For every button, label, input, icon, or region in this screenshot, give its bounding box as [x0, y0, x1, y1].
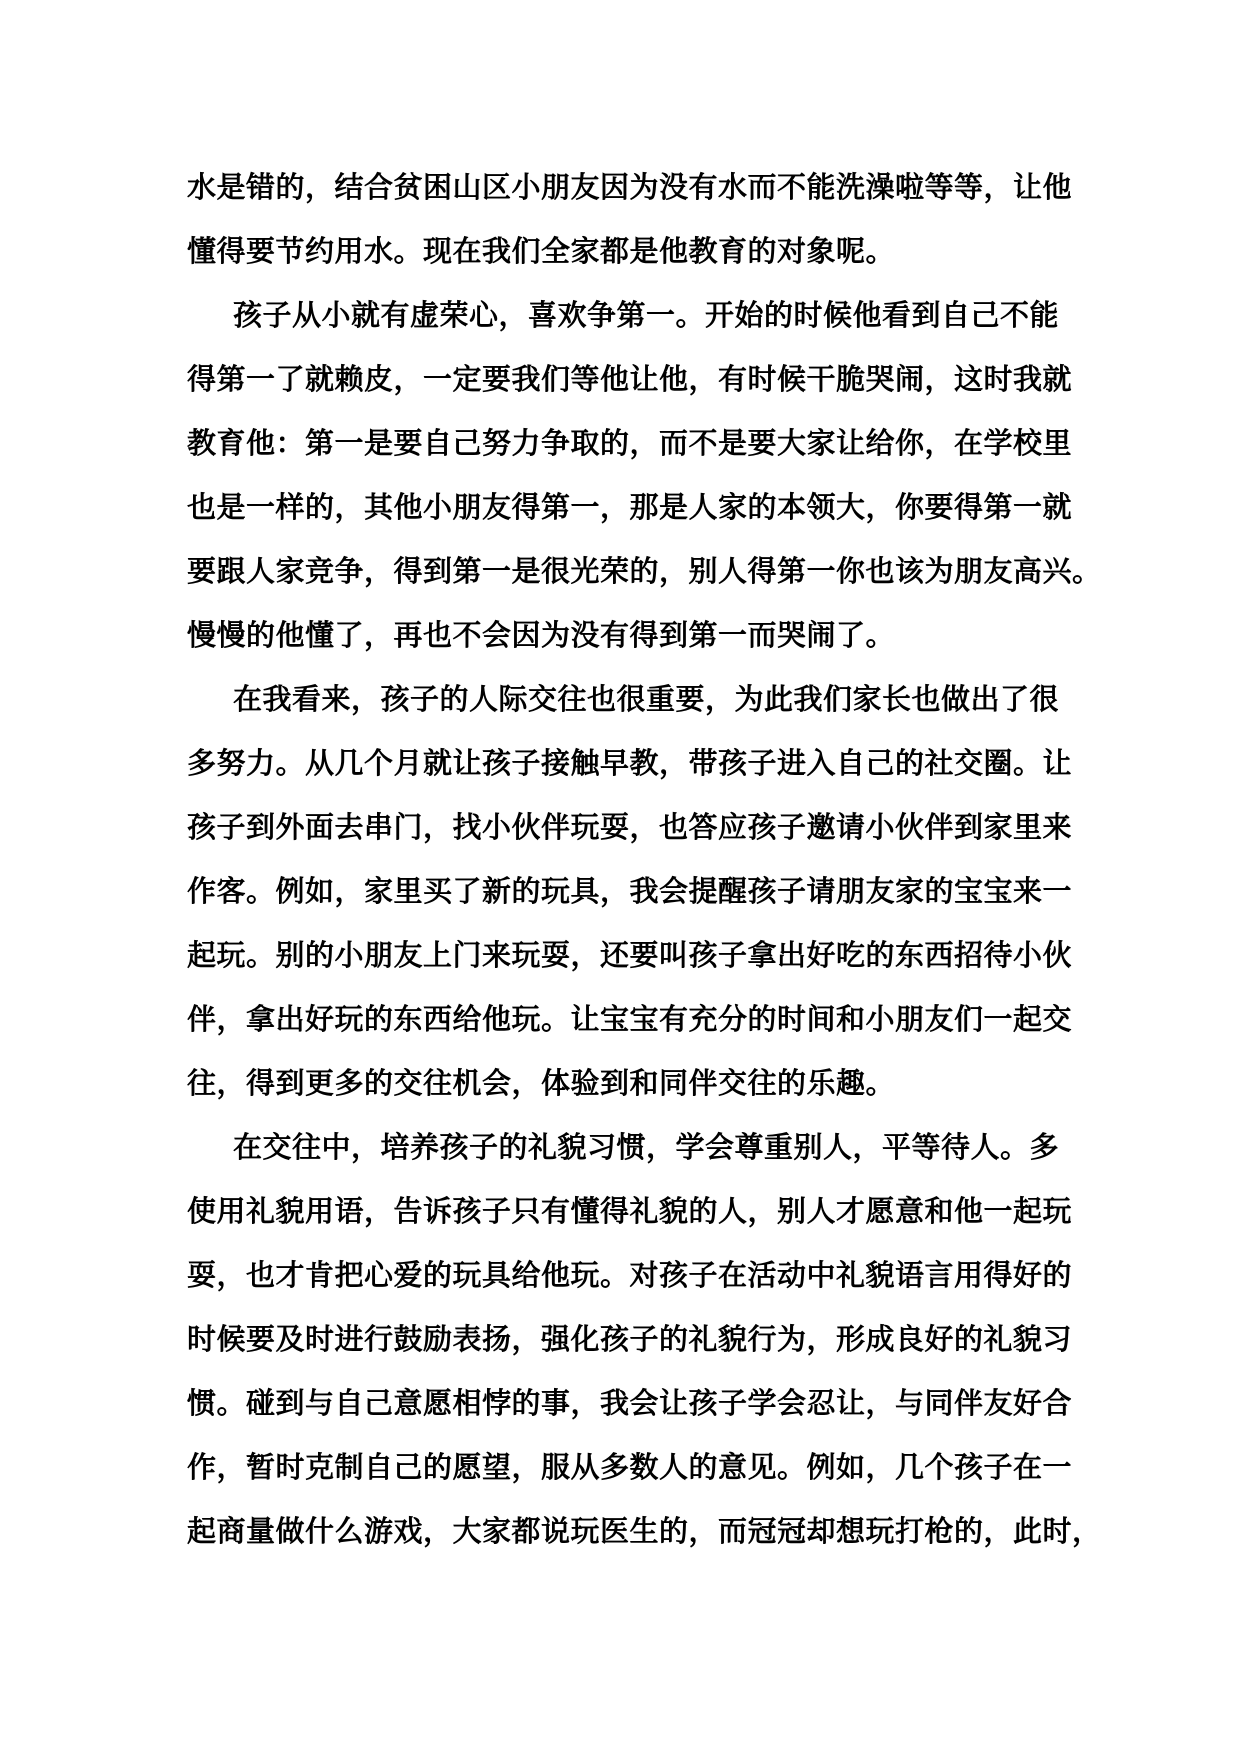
- text-line-15: 往，得到更多的交往机会，体验到和同伴交往的乐趣。: [187, 1066, 896, 1100]
- text-line-3: 孩子从小就有虚荣心，喜欢争第一。开始的时候他看到自己不能: [233, 298, 1060, 332]
- text-line-17: 使用礼貌用语，告诉孩子只有懂得礼貌的人，别人才愿意和他一起玩: [187, 1194, 1073, 1228]
- text-line-22: 起商量做什么游戏，大家都说玩医生的，而冠冠却想玩打枪的，此时，: [187, 1514, 1102, 1548]
- body-text: [187, 155, 1102, 1563]
- text-line-6: 也是一样的，其他小朋友得第一，那是人家的本领大，你要得第一就: [187, 490, 1073, 524]
- text-line-8: 慢慢的他懂了，再也不会因为没有得到第一而哭闹了。: [187, 618, 896, 652]
- text-line-9: 在我看来，孩子的人际交往也很重要，为此我们家长也做出了很: [233, 682, 1060, 716]
- text-line-4: 得第一了就赖皮，一定要我们等他让他，有时候干脆哭闹，这时我就: [187, 362, 1073, 396]
- text-line-7: 要跟人家竞争，得到第一是很光荣的，别人得第一你也该为朋友高兴。: [187, 554, 1102, 588]
- text-line-1: 水是错的，结合贫困山区小朋友因为没有水而不能洗澡啦等等，让他: [187, 170, 1073, 204]
- text-line-11: 孩子到外面去串门，找小伙伴玩耍，也答应孩子邀请小伙伴到家里来: [187, 810, 1073, 844]
- text-line-20: 惯。碰到与自己意愿相悖的事，我会让孩子学会忍让，与同伴友好合: [187, 1386, 1073, 1420]
- text-line-21: 作，暂时克制自己的愿望，服从多数人的意见。例如，几个孩子在一: [187, 1450, 1073, 1484]
- text-line-14: 伴，拿出好玩的东西给他玩。让宝宝有充分的时间和小朋友们一起交: [187, 1002, 1073, 1036]
- text-line-16: 在交往中，培养孩子的礼貌习惯，学会尊重别人，平等待人。多: [233, 1130, 1060, 1164]
- text-line-12: 作客。例如，家里买了新的玩具，我会提醒孩子请朋友家的宝宝来一: [187, 874, 1073, 908]
- text-line-10: 多努力。从几个月就让孩子接触早教，带孩子进入自己的社交圈。让: [187, 746, 1073, 780]
- text-line-5: 教育他：第一是要自己努力争取的，而不是要大家让给你，在学校里: [187, 426, 1073, 460]
- text-line-18: 耍，也才肯把心爱的玩具给他玩。对孩子在活动中礼貌语言用得好的: [187, 1258, 1073, 1292]
- text-line-13: 起玩。别的小朋友上门来玩耍，还要叫孩子拿出好吃的东西招待小伙: [187, 938, 1073, 972]
- text-line-19: 时候要及时进行鼓励表扬，强化孩子的礼貌行为，形成良好的礼貌习: [187, 1322, 1073, 1356]
- text-line-2: 懂得要节约用水。现在我们全家都是他教育的对象呢。: [187, 234, 896, 268]
